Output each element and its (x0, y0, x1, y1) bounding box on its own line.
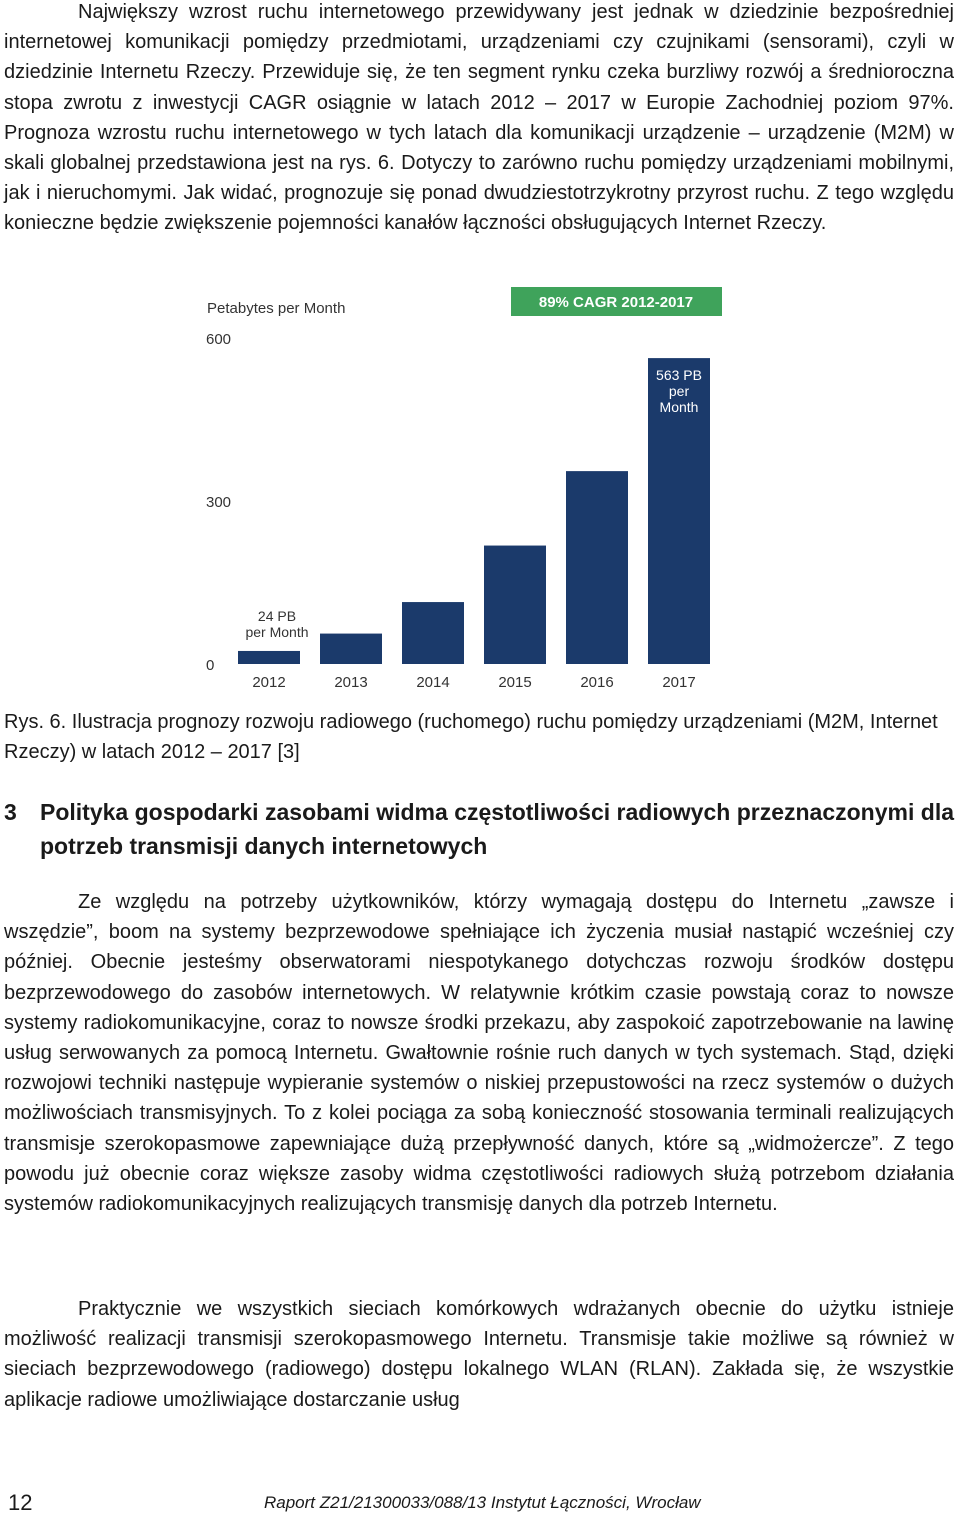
y-tick-label: 600 (206, 331, 232, 348)
page-number: 12 (8, 1490, 33, 1515)
report-footer: Raport Z21/21300033/088/13 Instytut Łączności, Wrocław (264, 1493, 701, 1512)
chart-title: Petabytes per Month (207, 300, 346, 317)
x-tick-label: 2012 (252, 674, 286, 691)
last-bar-annotation: per (668, 383, 690, 400)
bar-2015 (484, 546, 546, 664)
intro-paragraph: Największy wzrost ruchu internetowego przewidywany jest jednak w dziedzinie bezpośredniej internetowej komunikacji pomiędzy przedmiotami, urządzeniami czy czujnikami (sensorami), czyli w dziedzinie Internetu Rzeczy. Przewiduje się, że ten segment rynku czeka burzliwy rozwój a średnioroczna stopa zwrotu z inwestycji CAGR osiągnie w latach 2012 – 2017 w Europie Zachodniej poziom 97%. Prognoza wzrostu ruchu internetowego w tych latach dla komunikacji urządzenie – urządzenie (M2M) w skali globalnej przedstawiona jest na rys. 6. Dotyczy to zarówno ruchu pomiędzy urządzeniami mobilnymi, jak i nieruchomymi. Jak widać, prognozuje się ponad dwudziestotrzykrotny przyrost ruchu. Z tego względu konieczne będzie zwiększenie pojemności kanałów łączności obsługujących Internet Rzeczy. (4, 1, 954, 235)
m2m-traffic-chart (198, 283, 728, 695)
bar-2014 (402, 602, 464, 664)
y-tick-label: 0 (206, 657, 215, 674)
bar-2013 (320, 634, 382, 664)
bar-2016 (566, 471, 628, 664)
cagr-badge-label: 89% CAGR 2012-2017 (538, 294, 694, 311)
x-tick-label: 2013 (334, 674, 368, 691)
first-bar-annotation: 24 PB (257, 607, 297, 624)
section-number: 3 (4, 799, 17, 825)
section-title: Polityka gospodarki zasobami widma częstotliwości radiowych przeznaczonymi dla potrzeb transmisji danych internetowych (40, 799, 954, 859)
body-paragraph-2: Praktycznie we wszystkich sieciach komórkowych wdrażanych obecnie do użytku istnieje możliwość realizacji transmisji szerokopasmowego Internetu. Transmisje takie możliwe są również w sieciach bezprzewodowego (radiowego) dostępu lokalnego WLAN (RLAN). Zakłada się, że wszystkie aplikacje radiowe umożliwiające dostarczanie usług (4, 1298, 954, 1411)
body-paragraph-1: Ze względu na potrzeby użytkowników, którzy wymagają dostępu do Internetu „zawsze i wszędzie”, boom na systemy bezprzewodowe spełniające ich życzenia musiał nastąpić wcześniej czy później. Obecnie jesteśmy obserwatorami niespotykanego dotychczas rozwoju środków dostępu bezprzewodowego do zasobów internetowych. W relatywnie krótkim czasie powstają coraz to nowsze systemy radiokomunikacyjne, coraz to nowsze środki przekazu, aby zaspokoić zapotrzebowanie na lawinę usług serwowanych za pomocą Internetu. Gwałtownie rośnie ruch danych w tych systemach. Stąd, dzięki rozwojowi techniki następuje wypieranie systemów o niskiej przepustowości na rzecz systemów o dużych możliwościach transmisyjnych. To z kolei pociąga za sobą konieczność stosowania terminali realizujących transmisje szerokopasmowe zapewniające dużą przepływność danych, które są „widmożercze”. Z tego powodu już obecnie coraz większe zasoby widma częstotliwości radiowych służą potrzebom działania systemów radiokomunikacyjnych realizujących transmisję danych dla potrzeb Internetu. (4, 891, 954, 1216)
bar-2012 (238, 651, 300, 664)
x-tick-label: 2014 (416, 674, 450, 691)
last-bar-annotation: 563 PB (656, 367, 702, 384)
last-bar-annotation: Month (659, 399, 699, 416)
y-tick-label: 300 (206, 494, 232, 511)
x-tick-label: 2017 (662, 674, 696, 691)
section-heading (4, 795, 954, 863)
x-tick-label: 2016 (580, 674, 614, 691)
x-tick-label: 2015 (498, 674, 532, 691)
figure-caption: Rys. 6. Ilustracja prognozy rozwoju radiowego (ruchomego) ruchu pomiędzy urządzeniami (M2M, Internet Rzeczy) w latach 2012 – 2017 [3] (4, 711, 938, 764)
first-bar-annotation: per Month (245, 623, 309, 640)
